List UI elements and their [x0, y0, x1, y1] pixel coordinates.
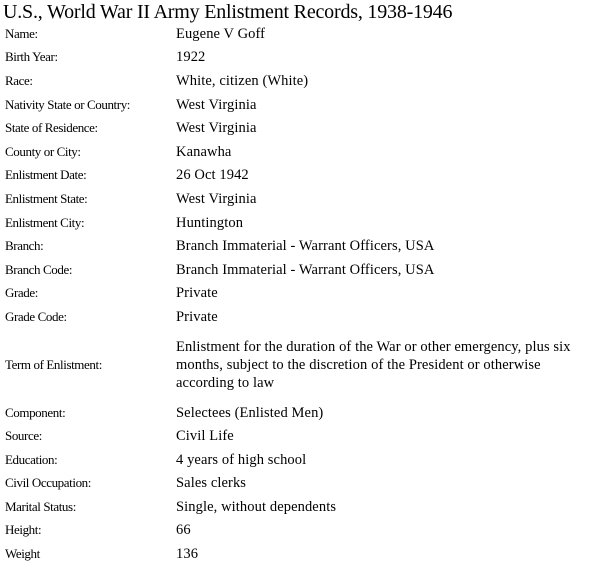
field-value: Civil Life — [176, 428, 234, 445]
record-row-grade-code — [5, 305, 600, 329]
field-value: Huntington — [176, 214, 244, 231]
field-label: Birth Year: — [5, 49, 58, 65]
field-label: State of Residence: — [5, 120, 98, 136]
field-value: West Virginia — [176, 120, 257, 137]
field-label: Branch Code: — [5, 261, 73, 277]
field-value: 4 years of high school — [176, 451, 307, 468]
record-row-name — [5, 22, 600, 46]
record-table — [5, 22, 600, 566]
record-row-residence — [5, 116, 600, 140]
record-row-component — [5, 401, 600, 425]
record-row-county — [5, 140, 600, 164]
record-row-grade — [5, 282, 600, 306]
field-value: Eugene V Goff — [176, 25, 266, 42]
field-label: Component: — [5, 404, 66, 420]
field-value: White, citizen (White) — [176, 72, 309, 89]
record-row-marital-status — [5, 495, 600, 519]
field-label: Enlistment City: — [5, 214, 85, 230]
field-label: Source: — [5, 428, 42, 444]
record-row-branch-code — [5, 258, 600, 282]
field-value: 136 — [176, 546, 199, 563]
field-value: Sales clerks — [176, 475, 247, 492]
field-value: Branch Immaterial - Warrant Officers, USA — [176, 261, 435, 278]
record-row-weight — [5, 542, 600, 566]
field-value: Private — [176, 285, 218, 302]
field-value: Selectees (Enlisted Men) — [176, 404, 324, 421]
field-label: Grade: — [5, 285, 38, 301]
record-row-height — [5, 519, 600, 543]
field-label: Branch: — [5, 238, 44, 254]
record-row-civil-occupation — [5, 472, 600, 496]
field-label: County or City: — [5, 143, 81, 159]
record-row-branch — [5, 234, 600, 258]
field-label: Term of Enlistment: — [5, 356, 102, 372]
field-label: Height: — [5, 522, 42, 538]
field-value: Branch Immaterial - Warrant Officers, USA — [176, 238, 435, 255]
field-value: West Virginia — [176, 190, 257, 207]
record-row-race — [5, 69, 600, 93]
field-label: Race: — [5, 72, 33, 88]
field-value: Kanawha — [176, 143, 232, 160]
field-label: Civil Occupation: — [5, 475, 91, 491]
record-row-birth-year — [5, 46, 600, 70]
record-row-enlistment-state — [5, 187, 600, 211]
field-label: Nativity State or Country: — [5, 96, 131, 112]
field-label: Marital Status: — [5, 498, 76, 514]
field-label: Enlistment State: — [5, 190, 88, 206]
field-value: Private — [176, 308, 218, 325]
field-label: Name: — [5, 25, 38, 41]
record-row-education — [5, 448, 600, 472]
field-value: 1922 — [176, 49, 206, 66]
field-label: Grade Code: — [5, 308, 67, 324]
field-label: Weight — [5, 546, 40, 562]
field-value: Single, without dependents — [176, 498, 337, 515]
record-row-nativity — [5, 93, 600, 117]
field-label: Education: — [5, 451, 58, 467]
field-value: West Virginia — [176, 96, 257, 113]
field-value: Enlistment for the duration of the War or other emergency, plus six months, subject to the discretion of the President or otherwise according to law — [176, 338, 571, 391]
record-row-source — [5, 424, 600, 448]
record-row-term — [5, 329, 600, 401]
field-value: 66 — [176, 522, 191, 539]
field-value: 26 Oct 1942 — [176, 167, 249, 184]
page-title: U.S., World War II Army Enlistment Records, 1938-1946 — [3, 1, 453, 23]
field-label: Enlistment Date: — [5, 167, 87, 183]
record-row-enlistment-city — [5, 211, 600, 235]
record-row-enlistment-date — [5, 164, 600, 188]
